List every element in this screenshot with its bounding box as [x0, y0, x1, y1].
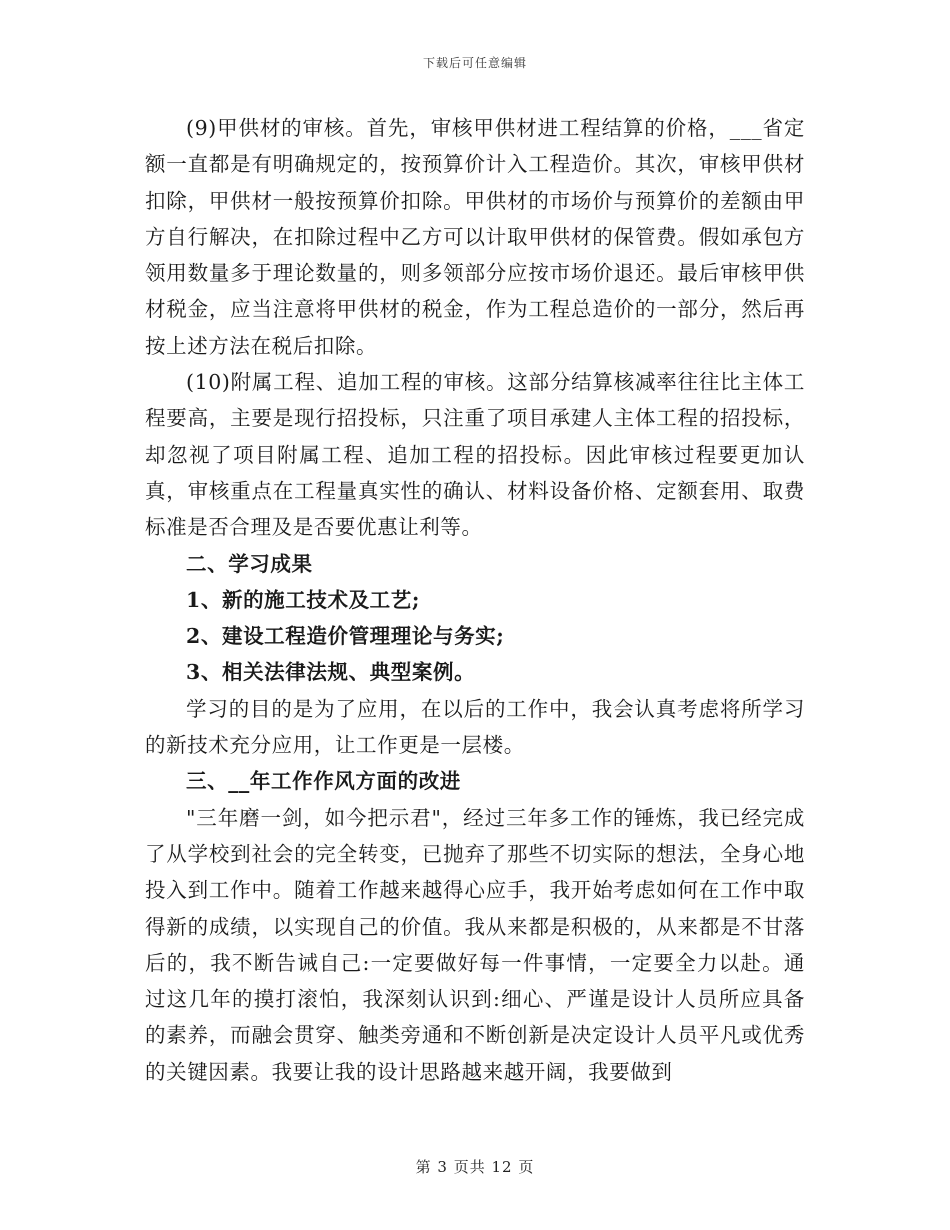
paragraph-supplied-materials-review: (9)甲供材的审核。首先，审核甲供材进工程结算的价格，___省定额一直都是有明确规定的，按预算价计入工程造价。其次，审核甲供材扣除，甲供材一般按预算价扣除。甲供材的市场价与预算价的差额由甲方自行解决，在扣除过程中乙方可以计取甲供材的保管费。假如承包方领用数量多于理论数量的，则多领部分应按市场价退还。最后审核甲供材税金，应当注意将甲供材的税金，作为工程总造价的一部分，然后再按上述方法在税后扣除。 — [145, 116, 805, 358]
list-item-laws-and-cases: 3、相关法律法规、典型案例。 — [186, 660, 476, 685]
list-item-construction-techniques: 1、新的施工技术及工艺; — [186, 587, 421, 612]
paragraph-learning-purpose: 学习的目的是为了应用，在以后的工作中，我会认真考虑将所学习的新技术充分应用，让工作更是一层楼。 — [145, 696, 805, 758]
page-header: 下载后可任意编辑 — [422, 56, 527, 70]
page-footer: 第 3 页共 12 页 — [415, 1158, 535, 1176]
paragraph-additional-works-review: (10)附属工程、追加工程的审核。这部分结算核减率往往比主体工程要高，主要是现行招投标，只注重了项目承建人主体工程的招投标，却忽视了项目附属工程、追加工程的招投标。因此审核过程要更加认真，审核重点在工程量真实性的确认、材料设备价格、定额套用、取费标准是否合理及是否要优惠让利等。 — [145, 370, 805, 540]
paragraph-work-reflection: "三年磨一剑，如今把示君"，经过三年多工作的锤炼，我已经完成了从学校到社会的完全转变，已抛弃了那些不切实际的想法，全身心地投入到工作中。随着工作越来越得心应手，我开始考虑如何在工作中取得新的成绩，以实现自己的价值。我从来都是积极的，从来都是不甘落后的，我不断告诫自己:一定要做好每一件事情，一定要全力以赴。通过这几年的摸打滚怕，我深刻认识到:细心、严谨是设计人员所应具备的素养，而融会贯穿、触类旁通和不断创新是决定设计人员平凡或优秀的关键因素。我要让我的设计思路越来越开阔，我要做到 — [145, 805, 805, 1084]
section-heading-work-style-improvement: 三、__年工作作风方面的改进 — [186, 769, 461, 794]
document-body — [145, 110, 805, 1090]
list-item-cost-management-theory: 2、建设工程造价管理理论与务实; — [186, 624, 505, 649]
section-heading-learning-results: 二、学习成果 — [186, 551, 313, 576]
